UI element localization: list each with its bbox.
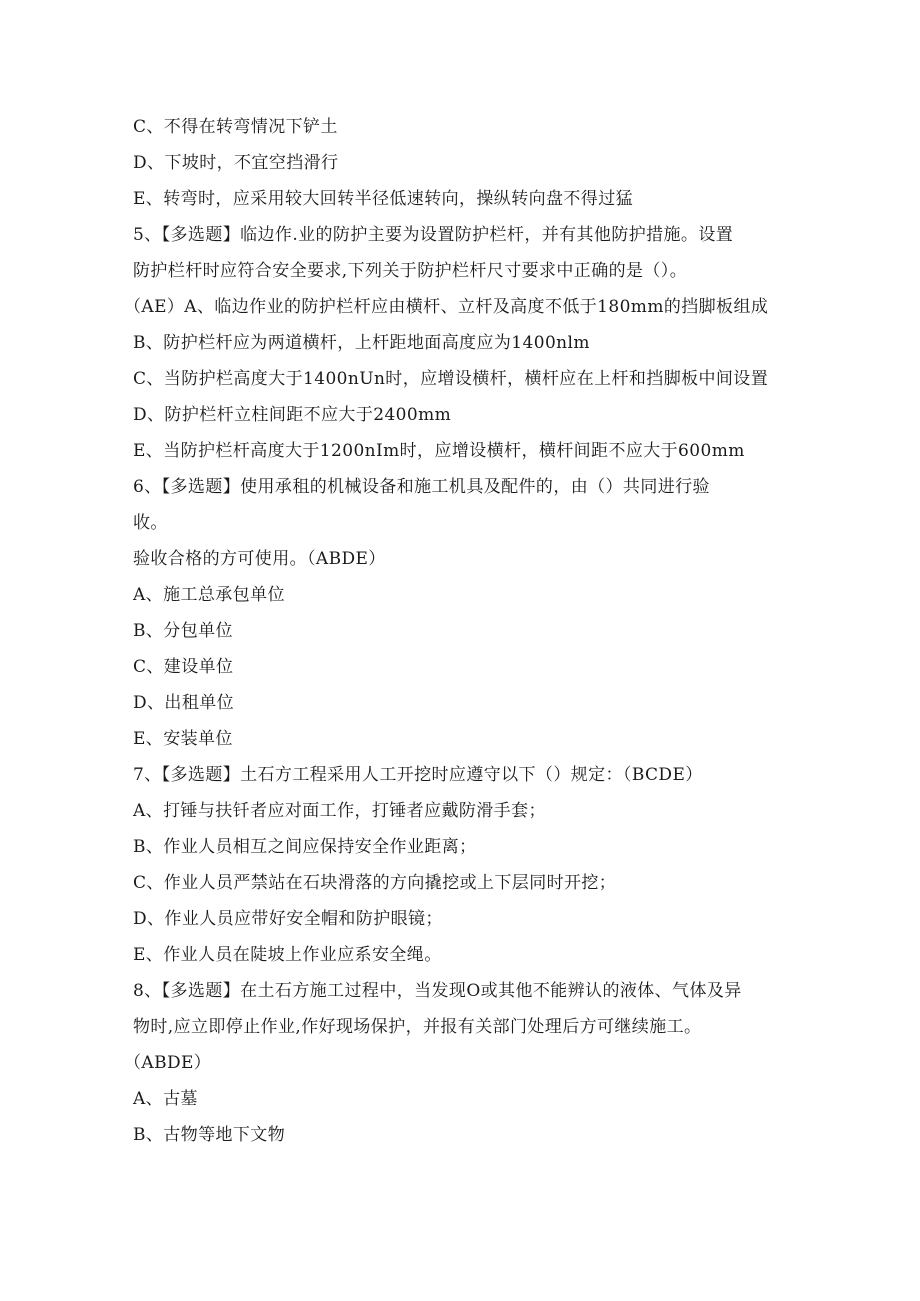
option-line: C、不得在转弯情况下铲土 [133,117,338,137]
option-line: E、当防护栏杆高度大于1200nIm时，应增设横杆，横杆间距不应大于600mm [133,441,745,461]
question-line: 8、【多选题】在土石方施工过程中，当发现O或其他不能辨认的液体、气体及异 [133,981,742,1001]
option-line: D、作业人员应带好安全帽和防护眼镜； [133,909,443,929]
option-line: C、当防护栏高度大于1400nUn时，应增设横杆，横杆应在上杆和挡脚板中间设置 [133,369,769,389]
option-line: D、下坡时，不宜空挡滑行 [133,153,339,173]
question-line: 5、【多选题】临边作.业的防护主要为设置防护栏杆，并有其他防护措施。设置 [133,225,734,245]
question-line: 7、【多选题】土石方工程采用人工开挖时应遵守以下（）规定：（BCDE） [133,765,703,785]
question-line: 防护栏杆时应符合安全要求,下列关于防护栏杆尺寸要求中正确的是（）。 [133,261,688,281]
question-line: 物时,应立即停止作业,作好现场保护，并报有关部门处理后方可继续施工。 [133,1017,702,1037]
option-line: B、分包单位 [133,621,233,641]
option-line: E、转弯时，应采用较大回转半径低速转向，操纵转向盘不得过猛 [133,189,634,209]
option-line: C、作业人员严禁站在石块滑落的方向撬挖或上下层同时开挖； [133,873,617,893]
option-line: A、打锤与扶钎者应对面工作，打锤者应戴防滑手套； [133,801,546,821]
answer-line: （ABDE） [124,1053,212,1073]
question-line: 验收合格的方可使用。（ABDE） [133,549,386,569]
option-line: B、作业人员相互之间应保持安全作业距离； [133,837,477,857]
option-line: A、古墓 [133,1089,198,1109]
question-line: 6、【多选题】使用承租的机械设备和施工机具及配件的，由（）共同进行验 [133,477,710,497]
question-line: 收。 [133,513,168,533]
option-line: E、作业人员在陡坡上作业应系安全绳。 [133,945,442,965]
option-line: D、出租单位 [133,693,235,713]
option-line: E、安装单位 [133,729,233,749]
option-line: A、施工总承包单位 [133,585,285,605]
option-line: D、防护栏杆立柱间距不应大于2400mm [133,405,452,425]
option-line: B、防护栏杆应为两道横杆，上杆距地面高度应为1400nlm [133,333,590,353]
option-line: C、建设单位 [133,657,234,677]
option-line: B、古物等地下文物 [133,1125,286,1145]
answer-option-line: （AE）A、临边作业的防护栏杆应由横杆、立杆及高度不低于180mm的挡脚板组成 [124,297,769,317]
